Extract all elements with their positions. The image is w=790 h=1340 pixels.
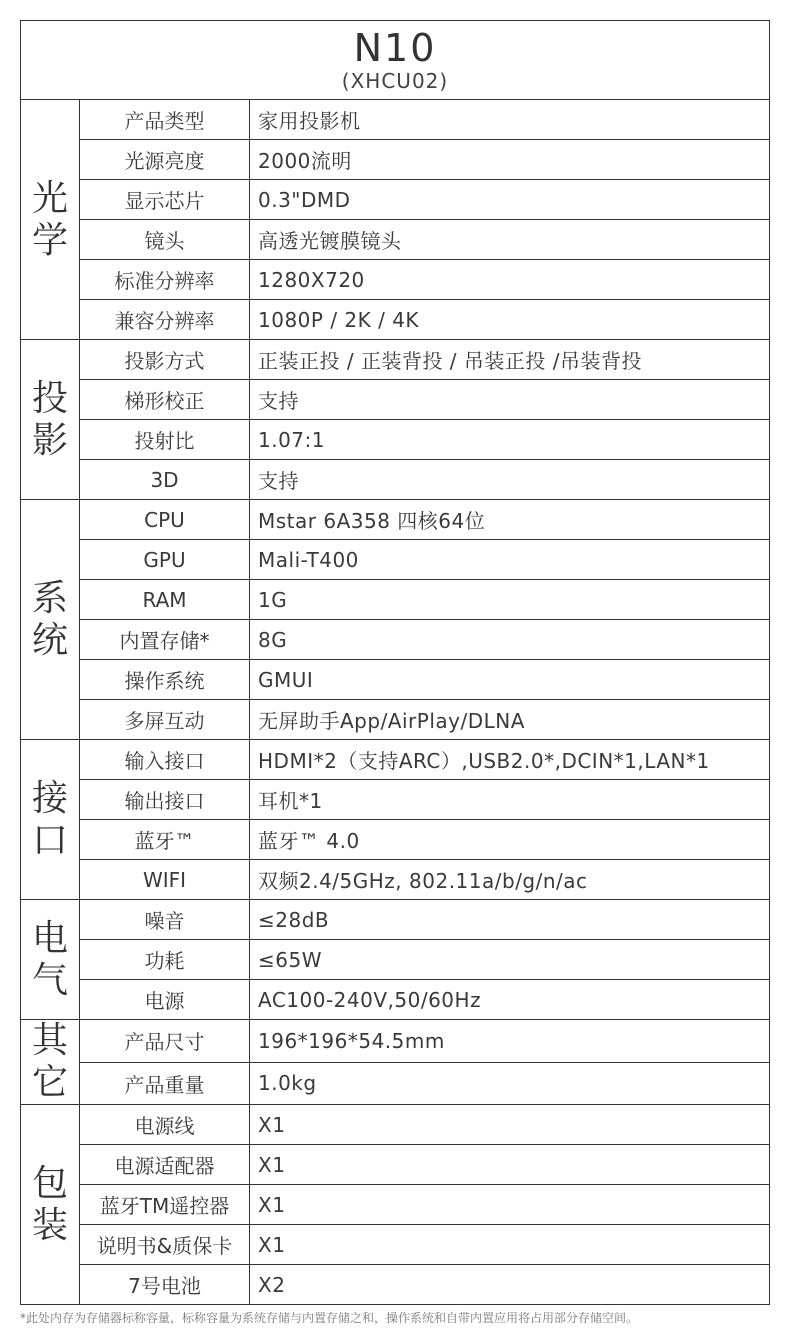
spec-row <box>21 1265 770 1305</box>
spec-label: 镜头 <box>80 220 250 260</box>
spec-label: 显示芯片 <box>80 180 250 220</box>
spec-value: 无屏助手App/AirPlay/DLNA <box>250 700 770 740</box>
spec-row <box>21 100 770 140</box>
category-label: 系统 <box>31 577 68 661</box>
spec-table <box>20 20 770 1305</box>
spec-value: X1 <box>250 1145 770 1185</box>
spec-label: 7号电池 <box>80 1265 250 1305</box>
spec-label: 产品重量 <box>80 1062 250 1105</box>
spec-value: 正装正投 / 正装背投 / 吊装正投 /吊装背投 <box>250 340 770 380</box>
spec-value: 蓝牙™ 4.0 <box>250 820 770 860</box>
spec-row <box>21 540 770 580</box>
spec-row <box>21 340 770 380</box>
spec-label: 产品尺寸 <box>80 1020 250 1063</box>
spec-row <box>21 980 770 1020</box>
spec-value: 1G <box>250 580 770 620</box>
spec-label: GPU <box>80 540 250 580</box>
spec-value: ≤65W <box>250 940 770 980</box>
category-cell <box>21 340 80 500</box>
spec-row <box>21 700 770 740</box>
spec-row <box>21 1145 770 1185</box>
spec-table-body <box>21 21 770 1305</box>
spec-label: 兼容分辨率 <box>80 300 250 340</box>
spec-label: WIFI <box>80 860 250 900</box>
title-row <box>21 21 770 100</box>
spec-value: 8G <box>250 620 770 660</box>
spec-value: 0.3"DMD <box>250 180 770 220</box>
spec-row <box>21 140 770 180</box>
spec-value: 家用投影机 <box>250 100 770 140</box>
spec-label: 输入接口 <box>80 740 250 780</box>
spec-value: ≤28dB <box>250 900 770 940</box>
spec-label: 内置存储* <box>80 620 250 660</box>
spec-label: RAM <box>80 580 250 620</box>
title-cell <box>21 21 770 100</box>
spec-row <box>21 860 770 900</box>
spec-label: 操作系统 <box>80 660 250 700</box>
spec-label: 3D <box>80 460 250 500</box>
category-cell <box>21 500 80 740</box>
spec-label: 电源 <box>80 980 250 1020</box>
spec-row <box>21 500 770 540</box>
spec-label: 蓝牙TM遥控器 <box>80 1185 250 1225</box>
spec-value: 支持 <box>250 380 770 420</box>
spec-row <box>21 180 770 220</box>
spec-row <box>21 780 770 820</box>
spec-value: X2 <box>250 1265 770 1305</box>
spec-value: HDMI*2（支持ARC）,USB2.0*,DCIN*1,LAN*1 <box>250 740 770 780</box>
spec-row <box>21 220 770 260</box>
spec-row <box>21 740 770 780</box>
spec-value: X1 <box>250 1225 770 1265</box>
category-cell <box>21 900 80 1020</box>
spec-value: X1 <box>250 1185 770 1225</box>
spec-row <box>21 580 770 620</box>
spec-value: X1 <box>250 1105 770 1145</box>
spec-row <box>21 1062 770 1105</box>
spec-value: 支持 <box>250 460 770 500</box>
spec-value: 196*196*54.5mm <box>250 1020 770 1063</box>
spec-label: 噪音 <box>80 900 250 940</box>
spec-value: 1080P / 2K / 4K <box>250 300 770 340</box>
spec-value: 2000流明 <box>250 140 770 180</box>
category-label: 包装 <box>31 1162 68 1246</box>
spec-label: 投射比 <box>80 420 250 460</box>
spec-label: 说明书&质保卡 <box>80 1225 250 1265</box>
spec-label: 标准分辨率 <box>80 260 250 300</box>
spec-label: 输出接口 <box>80 780 250 820</box>
spec-row <box>21 1020 770 1063</box>
spec-label: 光源亮度 <box>80 140 250 180</box>
spec-value: 高透光镀膜镜头 <box>250 220 770 260</box>
spec-value: GMUI <box>250 660 770 700</box>
spec-label: 电源线 <box>80 1105 250 1145</box>
category-label: 光学 <box>31 177 68 261</box>
spec-label: 梯形校正 <box>80 380 250 420</box>
spec-label: 蓝牙™ <box>80 820 250 860</box>
category-cell <box>21 1020 80 1105</box>
spec-value: 1.0kg <box>250 1062 770 1105</box>
category-cell <box>21 1105 80 1305</box>
category-label: 接口 <box>31 777 68 861</box>
spec-value: AC100-240V,50/60Hz <box>250 980 770 1020</box>
spec-value: 1.07:1 <box>250 420 770 460</box>
spec-label: 产品类型 <box>80 100 250 140</box>
category-cell <box>21 100 80 340</box>
spec-row <box>21 260 770 300</box>
spec-value: 双频2.4/5GHz, 802.11a/b/g/n/ac <box>250 860 770 900</box>
spec-label: 多屏互动 <box>80 700 250 740</box>
product-title: N10 <box>353 26 437 70</box>
category-cell <box>21 740 80 900</box>
spec-row <box>21 900 770 940</box>
category-label: 其它 <box>31 1020 68 1103</box>
spec-row <box>21 420 770 460</box>
spec-value: 耳机*1 <box>250 780 770 820</box>
spec-row <box>21 380 770 420</box>
spec-row <box>21 820 770 860</box>
category-label: 电气 <box>31 917 68 1001</box>
spec-row <box>21 300 770 340</box>
spec-value: Mstar 6A358 四核64位 <box>250 500 770 540</box>
spec-row <box>21 1105 770 1145</box>
spec-row <box>21 940 770 980</box>
spec-row <box>21 620 770 660</box>
footnote: *此处内存为存储器标称容量，标称容量为系统存储与内置存储之和，操作系统和自带内置应用将占用部分存储空间。 <box>20 1311 639 1325</box>
spec-row <box>21 1225 770 1265</box>
spec-row <box>21 1185 770 1225</box>
spec-label: CPU <box>80 500 250 540</box>
spec-value: Mali-T400 <box>250 540 770 580</box>
spec-row <box>21 660 770 700</box>
spec-label: 功耗 <box>80 940 250 980</box>
spec-label: 电源适配器 <box>80 1145 250 1185</box>
spec-row <box>21 460 770 500</box>
product-model: (XHCU02) <box>341 69 449 93</box>
spec-value: 1280X720 <box>250 260 770 300</box>
spec-label: 投影方式 <box>80 340 250 380</box>
category-label: 投影 <box>31 377 68 461</box>
